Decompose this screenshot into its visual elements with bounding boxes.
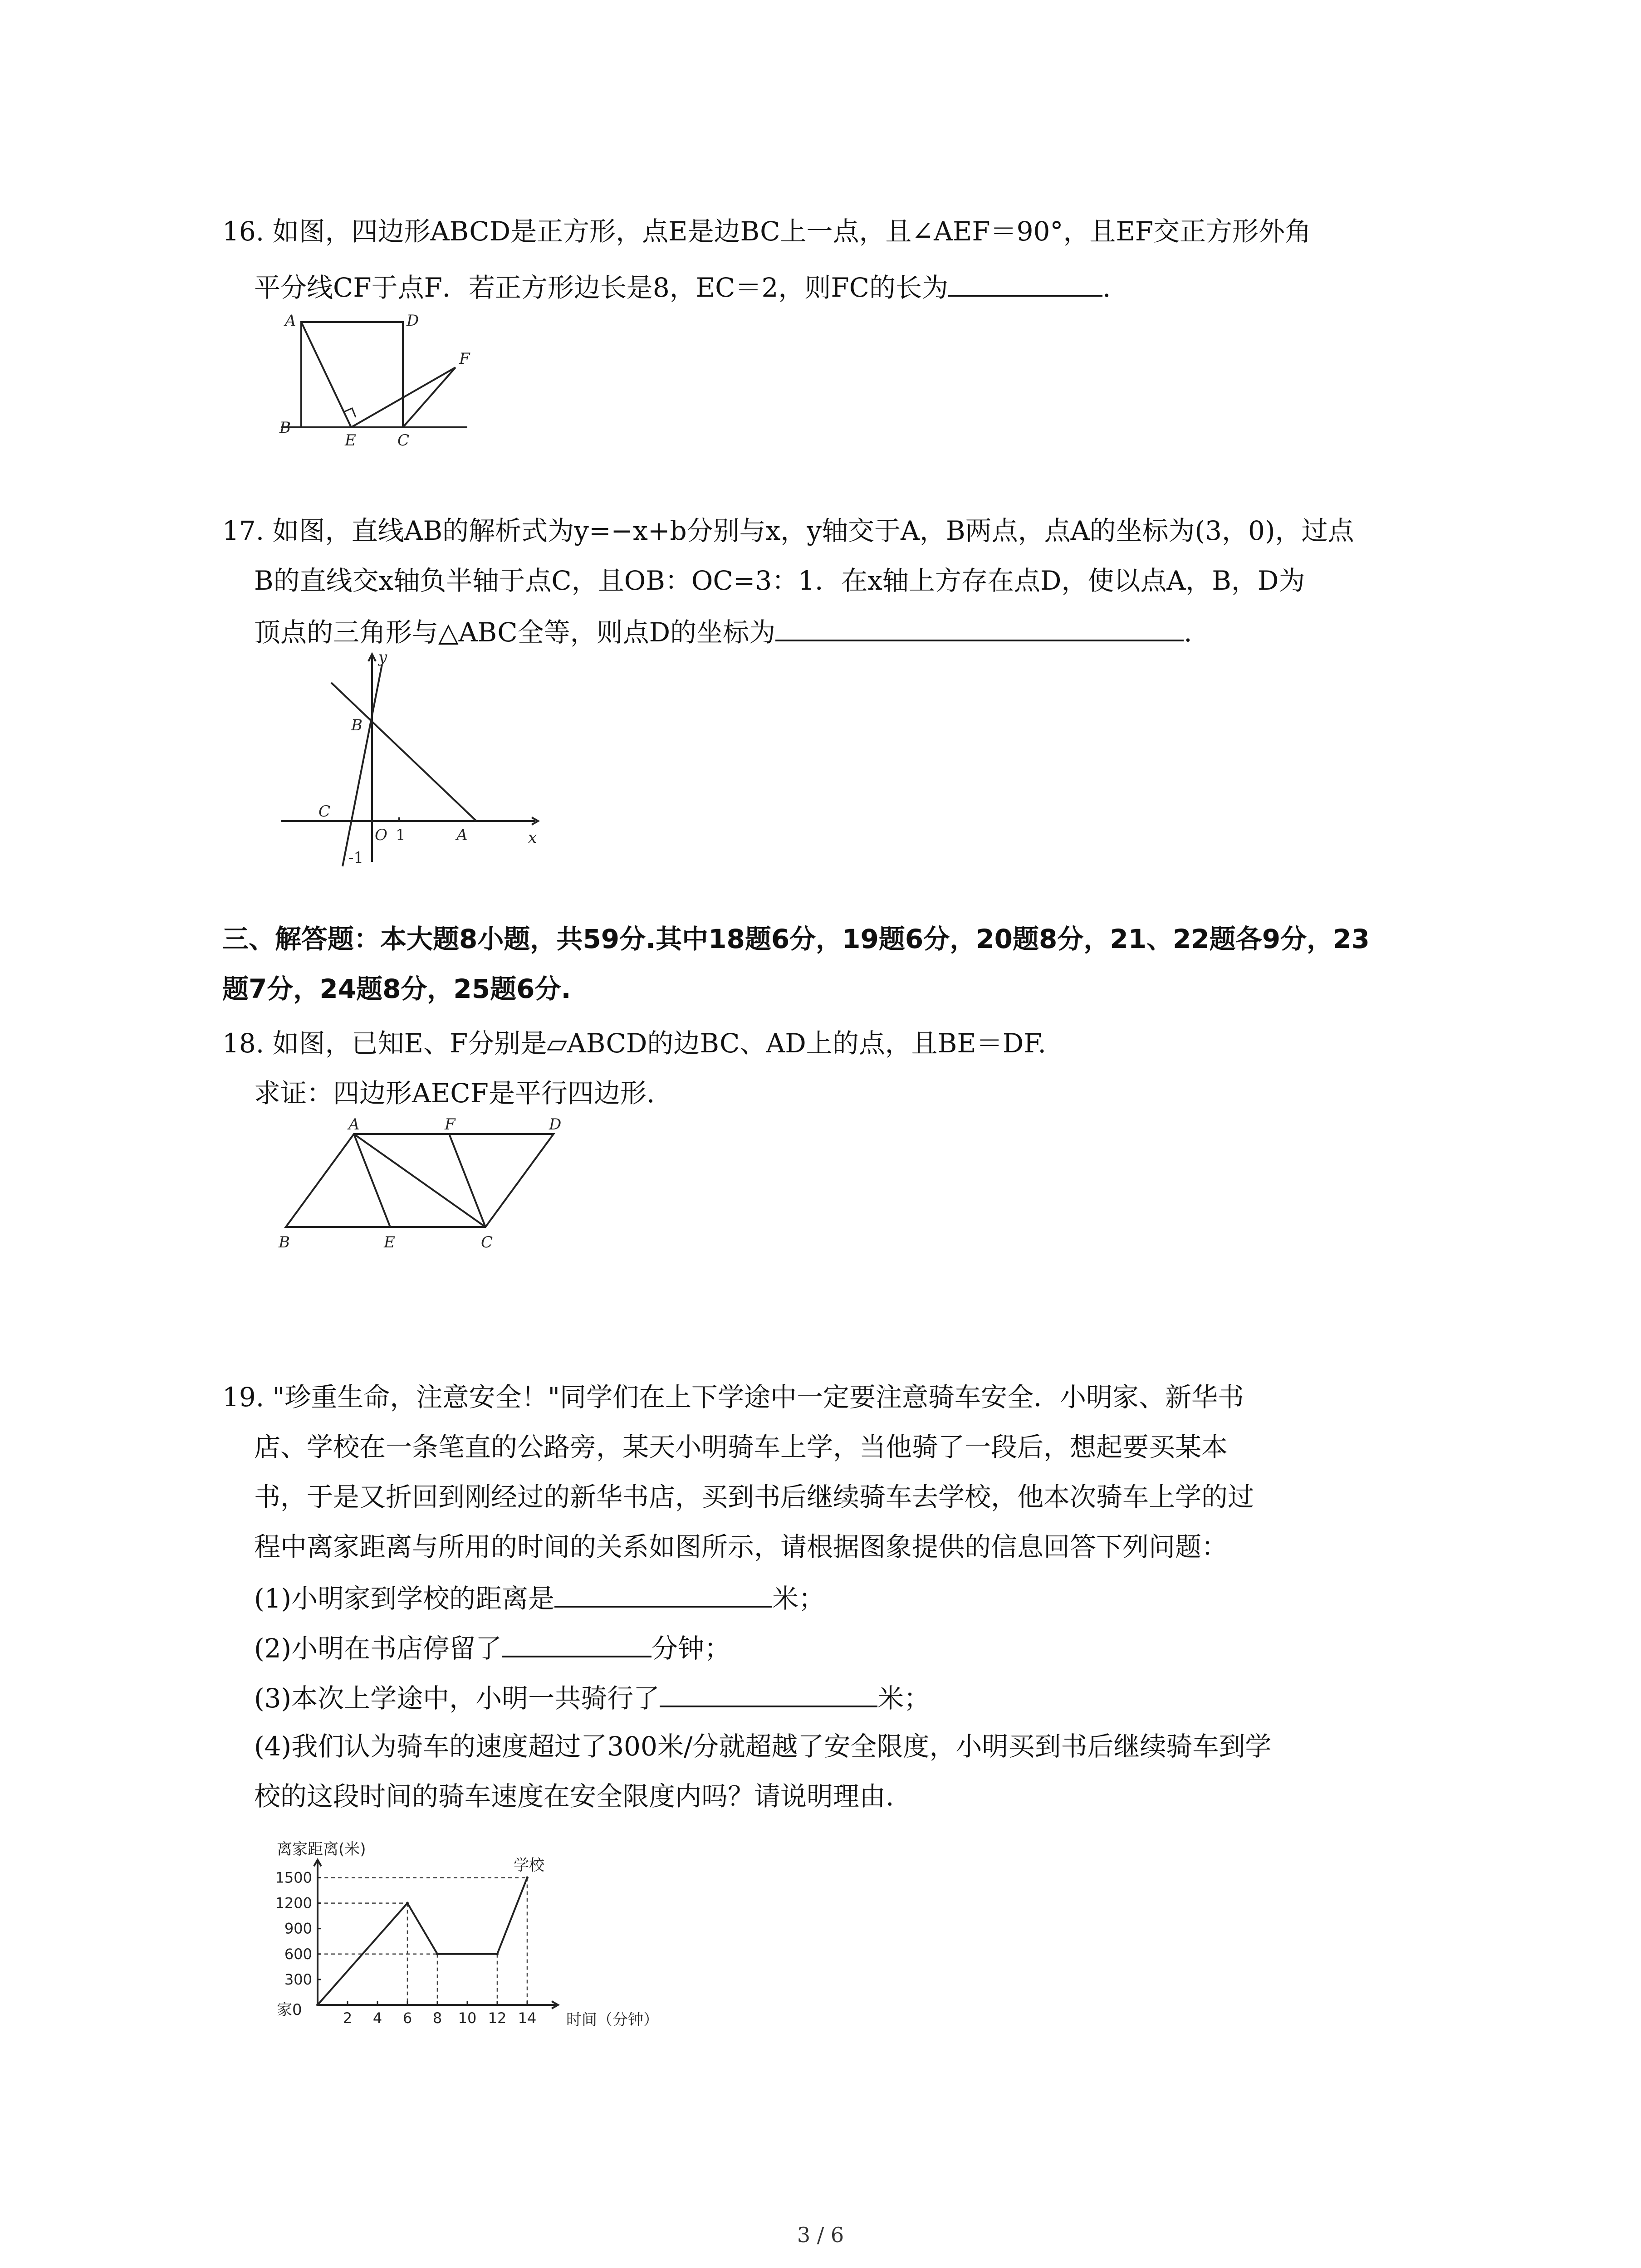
q16-line-CF bbox=[403, 367, 456, 427]
q18-line-AE bbox=[354, 1134, 390, 1227]
q17-line-AB bbox=[331, 683, 476, 821]
q18-figure bbox=[272, 1116, 599, 1252]
chart-x-tick-label: 4 bbox=[372, 2009, 382, 2027]
q19-line3: 书，于是又折回到刚经过的新华书店，买到书后继续骑车去学校，他本次骑车上学的过 bbox=[254, 1481, 1254, 1512]
chart-x-tick-label: 12 bbox=[488, 2009, 507, 2027]
chart-data-point bbox=[526, 1877, 529, 1879]
q19-sub3 bbox=[254, 1678, 930, 1716]
q18-label-F: F bbox=[445, 1116, 456, 1134]
chart-x-tick-label: 6 bbox=[402, 2009, 412, 2027]
q16-line2 bbox=[254, 268, 1111, 306]
page-number: 3 / 6 bbox=[797, 2223, 844, 2247]
q19-distance-time-chart bbox=[272, 1823, 681, 2050]
q18-label-B: B bbox=[279, 1233, 290, 1251]
chart-x-tick-label: 14 bbox=[518, 2009, 537, 2027]
q19-sub4: (4)我们认为骑车的速度超过了300米/分就超越了安全限度，小明买到书后继续骑车到学 bbox=[254, 1731, 1272, 1762]
q16-answer-blank bbox=[948, 268, 1102, 297]
q17-line3 bbox=[254, 612, 1192, 650]
q19-sub1-blank bbox=[554, 1579, 772, 1608]
q19-sub3-blank bbox=[660, 1678, 877, 1707]
chart-x-tick-label: 2 bbox=[343, 2009, 353, 2027]
q19-line2: 店、学校在一条笔直的公路旁，某天小明骑车上学，当他骑了一段后，想起要买某本 bbox=[254, 1432, 1228, 1462]
chart-data-point bbox=[436, 1953, 439, 1955]
q16-label-B: B bbox=[279, 419, 291, 437]
q18-label-E: E bbox=[384, 1233, 395, 1251]
q19-sub2-blank bbox=[502, 1628, 652, 1657]
q19-sub3-end: 米； bbox=[877, 1683, 931, 1714]
q19-sub2 bbox=[254, 1628, 730, 1667]
chart-y-tick-label: 600 bbox=[284, 1945, 312, 1963]
q19-sub3-text: (3)本次上学途中，小明一共骑行了 bbox=[254, 1683, 660, 1714]
q17-label-neg1: -1 bbox=[348, 849, 364, 867]
q17-label-O: O bbox=[375, 826, 387, 844]
q18-label-C: C bbox=[481, 1233, 493, 1251]
q17-line1: 17. 如图，直线AB的解析式为y=−x+b分别与x，y轴交于A，B两点，点A的坐标为(3，0)，过点 bbox=[222, 515, 1354, 546]
q16-label-E: E bbox=[345, 431, 356, 450]
q16-line1: 16. 如图，四边形ABCD是正方形，点E是边BC上一点，且∠AEF＝90°，且EF交正方形外角 bbox=[222, 216, 1312, 247]
q19-sub1 bbox=[254, 1579, 825, 1617]
q16-figure bbox=[272, 308, 481, 458]
q18-label-D: D bbox=[549, 1116, 562, 1134]
q19-sub2-text: (2)小明在书店停留了 bbox=[254, 1633, 502, 1664]
chart-y-tick-label: 1200 bbox=[275, 1894, 312, 1912]
q16-label-D: D bbox=[407, 312, 419, 330]
q17-label-A: A bbox=[456, 826, 468, 844]
q18-line1: 18. 如图，已知E、F分别是▱ABCD的边BC、AD上的点，且BE＝DF. bbox=[222, 1028, 1046, 1059]
q16-line2-end: . bbox=[1102, 272, 1111, 303]
q19-sub5: 校的这段时间的骑车速度在安全限度内吗？请说明理由. bbox=[254, 1781, 894, 1812]
chart-y-tick-label: 300 bbox=[284, 1970, 312, 1988]
q19-sub1-end: 米； bbox=[772, 1583, 825, 1614]
q18-line-FC bbox=[449, 1134, 485, 1227]
q19-line4: 程中离家距离与所用的时间的关系如图所示，请根据图象提供的信息回答下列问题： bbox=[254, 1531, 1228, 1562]
q17-line3-text: 顶点的三角形与△ABC全等，则点D的坐标为 bbox=[254, 617, 776, 648]
q16-line-AE bbox=[301, 322, 351, 427]
q17-label-B: B bbox=[351, 716, 362, 734]
q17-figure bbox=[277, 649, 558, 871]
chart-origin-label: 家0 bbox=[277, 2001, 302, 2019]
q17-line2: B的直线交x轴负半轴于点C，且OB：OC=3：1．在x轴上方存在点D，使以点A，B，D为 bbox=[254, 565, 1305, 596]
section3-line2: 题7分，24题8分，25题6分. bbox=[222, 973, 571, 1004]
q19-sub1-text: (1)小明家到学校的距离是 bbox=[254, 1583, 555, 1614]
q16-label-F: F bbox=[459, 350, 470, 368]
q17-label-1: 1 bbox=[396, 826, 406, 844]
q16-square bbox=[301, 322, 403, 427]
chart-y-tick-label: 900 bbox=[284, 1920, 312, 1937]
q18-label-A: A bbox=[348, 1116, 360, 1134]
chart-x-tick-label: 8 bbox=[432, 2009, 442, 2027]
q18-line-AC bbox=[354, 1134, 485, 1227]
chart-annotation-school: 学校 bbox=[514, 1856, 544, 1875]
q17-label-x: x bbox=[528, 829, 537, 847]
q17-label-C: C bbox=[318, 802, 331, 821]
q18-line2: 求证：四边形AECF是平行四边形. bbox=[254, 1078, 655, 1109]
chart-data-point bbox=[496, 1953, 499, 1955]
q19-sub2-end: 分钟； bbox=[652, 1633, 731, 1664]
q19-line1: 19. "珍重生命，注意安全！"同学们在上下学途中一定要注意骑车安全．小明家、新华书 bbox=[222, 1382, 1244, 1413]
chart-y-axis-label: 离家距离(米) bbox=[277, 1840, 366, 1859]
q17-answer-blank bbox=[775, 612, 1184, 641]
q17-line3-end: . bbox=[1184, 617, 1192, 648]
q16-label-A: A bbox=[285, 312, 296, 330]
section3-line1: 三、解答题：本大题8小题，共59分.其中18题6分，19题6分，20题8分，21、22题各9分，23 bbox=[222, 924, 1370, 954]
chart-data-point bbox=[316, 2004, 319, 2006]
chart-data-point bbox=[406, 1902, 409, 1905]
q16-label-C: C bbox=[397, 431, 410, 450]
chart-x-axis-label: 时间（分钟） bbox=[566, 2011, 659, 2029]
chart-series-line bbox=[318, 1878, 527, 2005]
chart-x-tick-label: 10 bbox=[458, 2009, 477, 2027]
chart-y-tick-label: 1500 bbox=[275, 1869, 312, 1887]
q17-label-y: y bbox=[378, 649, 387, 666]
q16-line2-text: 平分线CF于点F．若正方形边长是8，EC＝2，则FC的长为 bbox=[254, 272, 949, 303]
